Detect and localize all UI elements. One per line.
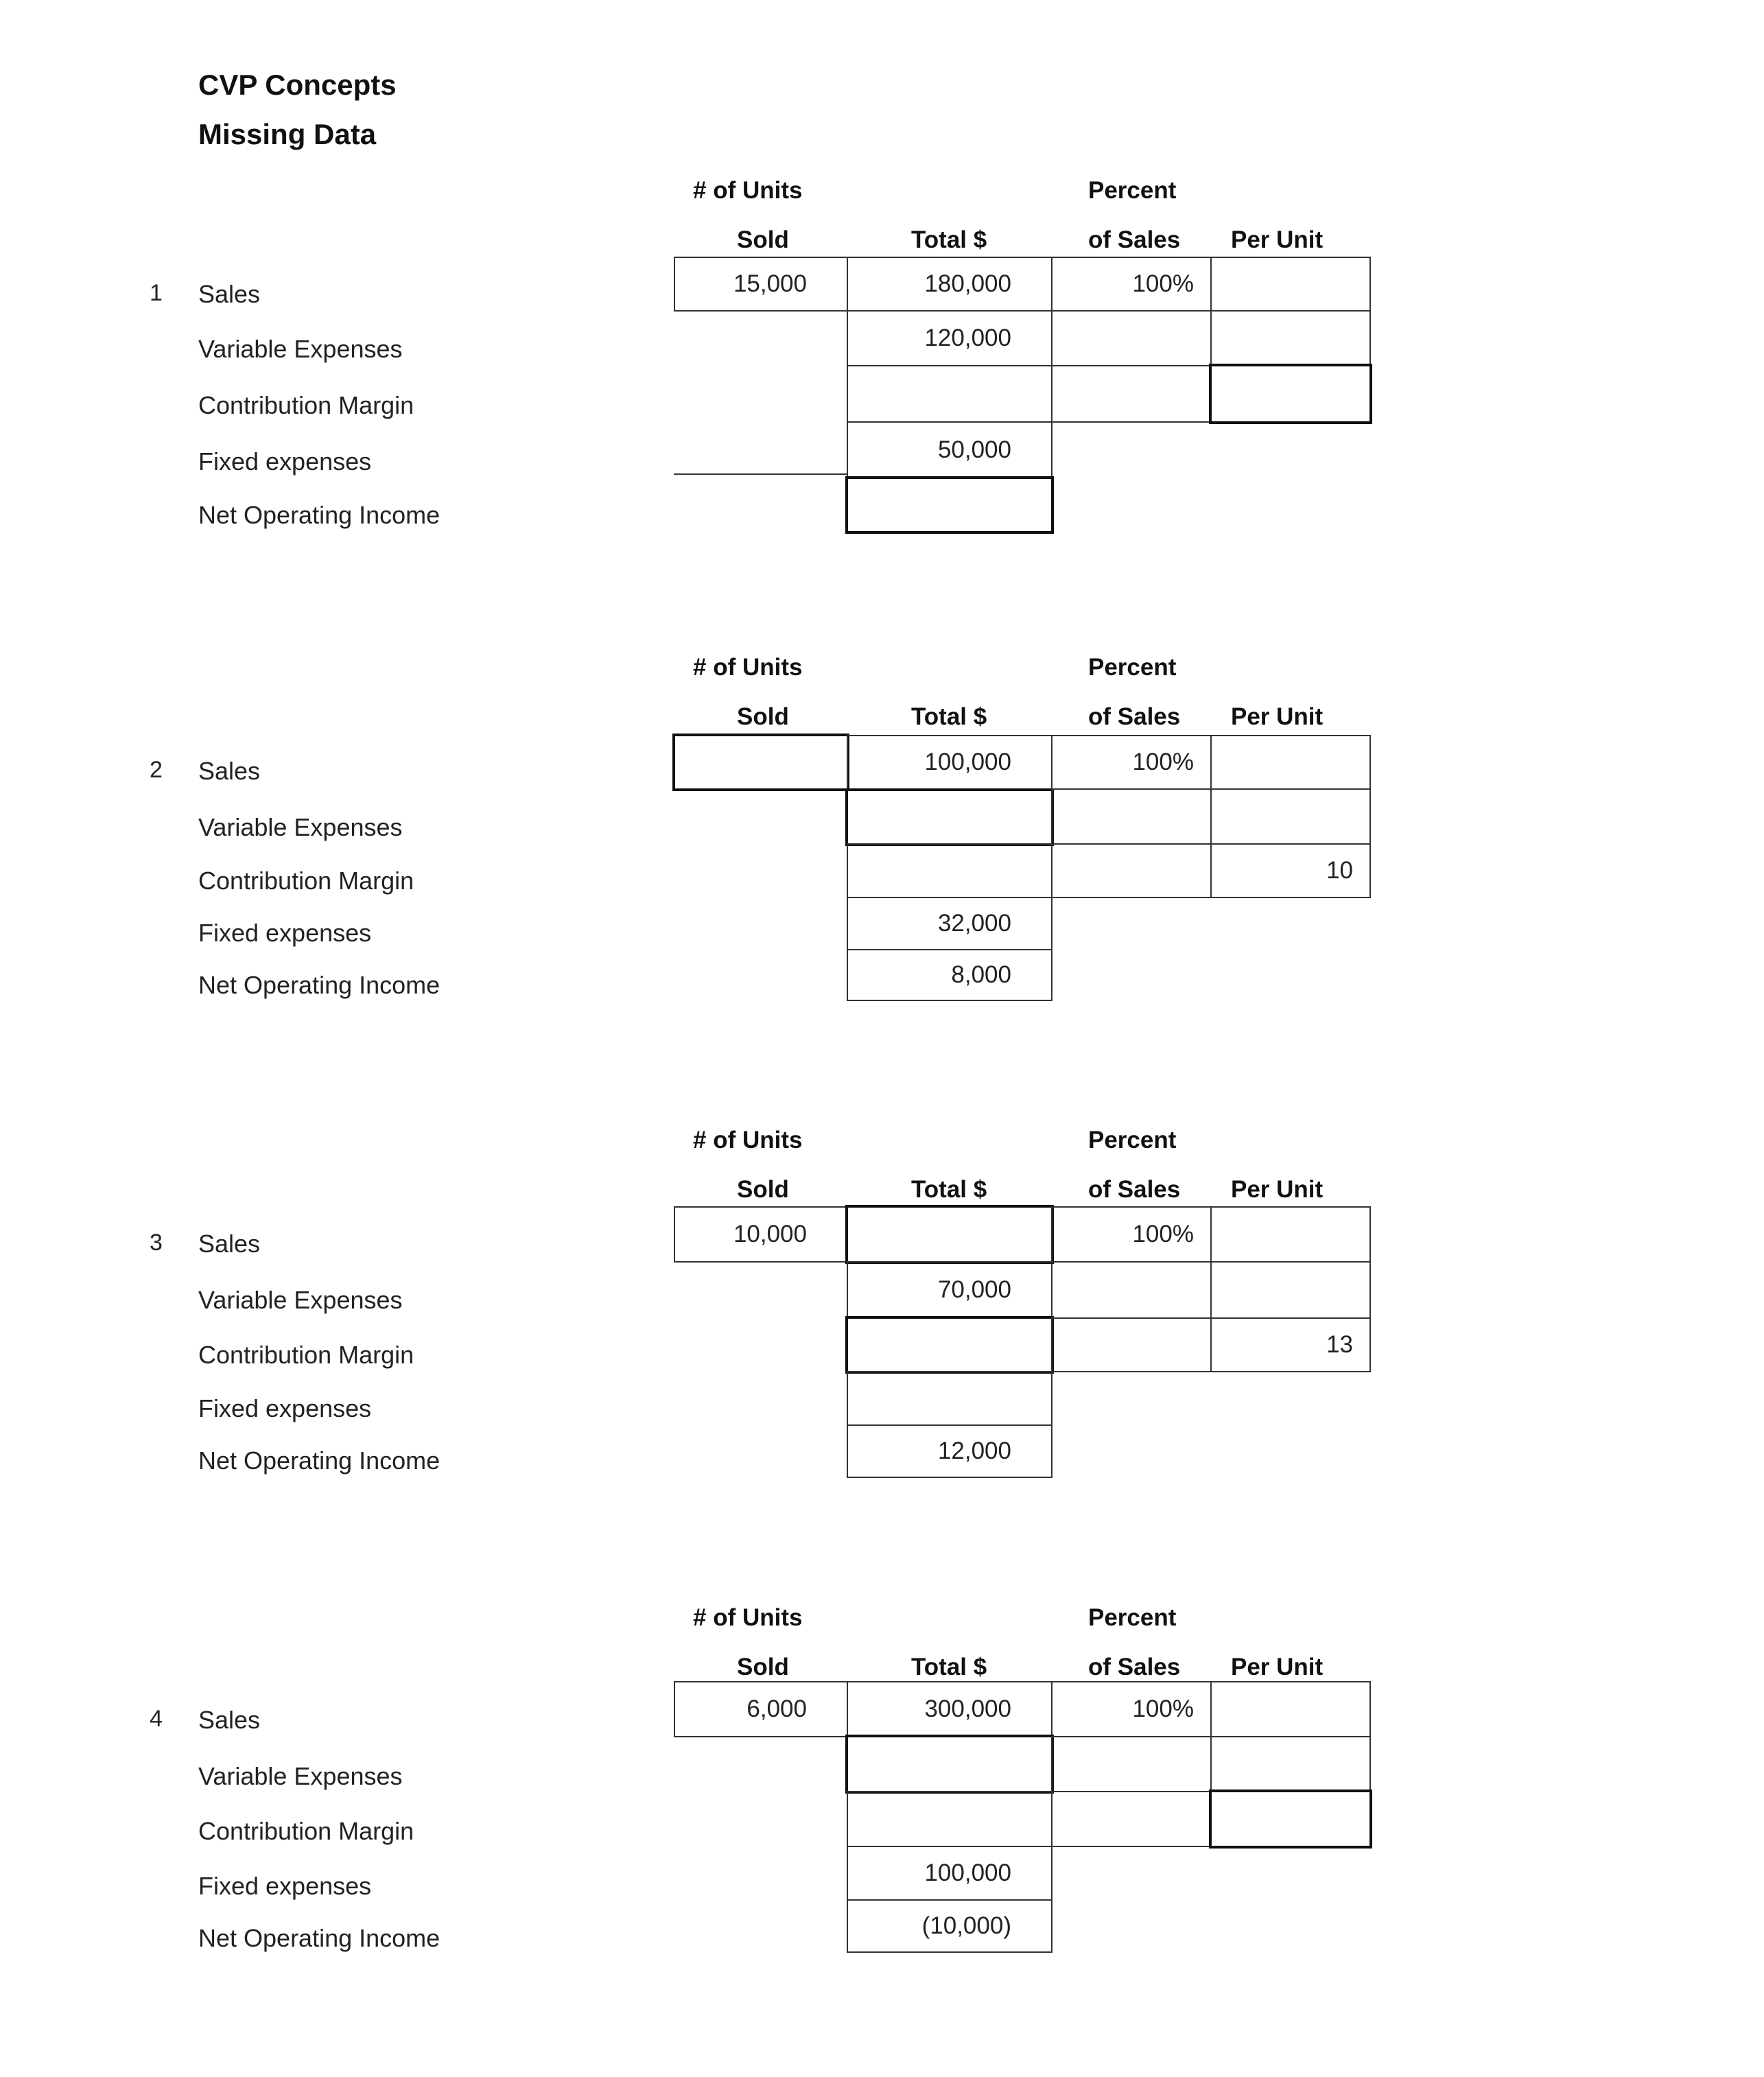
value-sales-percent: 100%: [1132, 749, 1194, 775]
value-sales-percent: 100%: [1132, 1695, 1194, 1722]
cell-units-sold[interactable]: [674, 1681, 848, 1737]
value-variable-total: 120,000: [924, 325, 1011, 351]
cell-variable-percent[interactable]: [1051, 1261, 1212, 1319]
header-per-unit: Per Unit: [1231, 1176, 1324, 1203]
cell-cm-percent[interactable]: [1051, 365, 1212, 423]
value-fixed-total: 50,000: [937, 436, 1011, 463]
value-units-sold: 15,000: [733, 270, 807, 297]
cell-fixed-total[interactable]: [847, 1846, 1052, 1901]
value-sales-total: 300,000: [924, 1695, 1011, 1722]
header-total: Total $: [911, 703, 987, 730]
header-percent: Percent: [1088, 177, 1177, 204]
header-of-sales: of Sales: [1088, 226, 1181, 253]
cell-sales-percent[interactable]: [1051, 257, 1212, 312]
label-variable-expenses: Variable Expenses: [198, 1762, 403, 1790]
cell-noi-total[interactable]: [847, 1899, 1052, 1953]
label-contribution-margin: Contribution Margin: [198, 391, 414, 419]
cell-noi-total[interactable]: [847, 1424, 1052, 1478]
cell-cm-percent[interactable]: [1051, 1317, 1212, 1372]
problem-number: 4: [150, 1706, 163, 1732]
cell-fixed-total[interactable]: [847, 897, 1052, 950]
cell-sales-per-unit[interactable]: [1210, 1206, 1371, 1263]
label-sales: Sales: [198, 757, 261, 785]
cell-cm-total[interactable]: [847, 365, 1052, 423]
cell-cm-per-unit[interactable]: [1209, 364, 1372, 424]
cell-cm-total[interactable]: [847, 1791, 1052, 1847]
header-sold: Sold: [737, 1654, 789, 1680]
cell-cm-per-unit[interactable]: [1210, 843, 1371, 898]
header-units: # of Units: [693, 1604, 803, 1631]
cell-variable-percent[interactable]: [1051, 788, 1212, 845]
cell-variable-total[interactable]: [845, 1735, 1054, 1794]
label-net-operating-income: Net Operating Income: [198, 971, 440, 999]
cell-units-sold[interactable]: [674, 1206, 848, 1263]
cell-variable-per-unit[interactable]: [1210, 1736, 1371, 1792]
label-net-operating-income: Net Operating Income: [198, 501, 440, 529]
cell-noi-total[interactable]: [847, 949, 1052, 1001]
label-sales: Sales: [198, 280, 261, 308]
cell-sales-total[interactable]: [847, 735, 1052, 790]
cell-units-sold[interactable]: [674, 257, 848, 312]
value-cm-per-unit: 10: [1326, 857, 1353, 884]
doc-subtitle: Missing Data: [198, 118, 377, 150]
value-sales-percent: 100%: [1132, 1221, 1194, 1247]
label-contribution-margin: Contribution Margin: [198, 1341, 414, 1369]
header-units: # of Units: [693, 177, 803, 204]
value-noi-total: (10,000): [921, 1912, 1011, 1939]
header-percent: Percent: [1088, 654, 1177, 681]
value-units-sold: 10,000: [733, 1221, 807, 1247]
cell-sales-total[interactable]: [847, 257, 1052, 312]
cell-variable-total[interactable]: [845, 788, 1054, 846]
header-per-unit: Per Unit: [1231, 1654, 1324, 1680]
header-sold: Sold: [737, 703, 789, 730]
problem-number: 1: [150, 280, 163, 306]
value-fixed-total: 32,000: [937, 910, 1011, 937]
label-net-operating-income: Net Operating Income: [198, 1446, 440, 1475]
problem-number: 3: [150, 1230, 163, 1256]
value-sales-percent: 100%: [1132, 270, 1194, 297]
value-noi-total: 12,000: [937, 1438, 1011, 1464]
value-variable-total: 70,000: [937, 1276, 1011, 1303]
label-sales: Sales: [198, 1706, 261, 1734]
value-units-sold: 6,000: [746, 1695, 807, 1722]
cell-cm-total[interactable]: [845, 1316, 1054, 1374]
cell-sales-percent[interactable]: [1051, 1681, 1212, 1737]
label-contribution-margin: Contribution Margin: [198, 867, 414, 895]
cell-sales-total[interactable]: [847, 1681, 1052, 1737]
label-contribution-margin: Contribution Margin: [198, 1817, 414, 1845]
label-fixed-expenses: Fixed expenses: [198, 919, 372, 947]
label-fixed-expenses: Fixed expenses: [198, 447, 372, 476]
label-variable-expenses: Variable Expenses: [198, 335, 403, 363]
cell-units-sold[interactable]: [672, 734, 849, 791]
header-per-unit: Per Unit: [1231, 226, 1324, 253]
cell-variable-percent[interactable]: [1051, 310, 1212, 366]
cell-sales-per-unit[interactable]: [1210, 257, 1371, 312]
cell-fixed-total[interactable]: [847, 421, 1052, 479]
header-sold: Sold: [737, 1176, 789, 1203]
header-total: Total $: [911, 1176, 987, 1203]
header-percent: Percent: [1088, 1604, 1177, 1631]
doc-title: CVP Concepts: [198, 69, 397, 101]
cell-cm-per-unit[interactable]: [1210, 1317, 1371, 1372]
label-fixed-expenses: Fixed expenses: [198, 1872, 372, 1900]
problem-4: [0, 1604, 1764, 2057]
label-fixed-expenses: Fixed expenses: [198, 1394, 372, 1422]
cell-variable-percent[interactable]: [1051, 1736, 1212, 1792]
value-sales-total: 180,000: [924, 270, 1011, 297]
cell-sales-percent[interactable]: [1051, 735, 1212, 790]
problem-3: [0, 1127, 1764, 1580]
header-of-sales: of Sales: [1088, 1176, 1181, 1203]
header-total: Total $: [911, 1654, 987, 1680]
value-sales-total: 100,000: [924, 749, 1011, 775]
header-total: Total $: [911, 226, 987, 253]
header-units: # of Units: [693, 654, 803, 681]
problem-number: 2: [150, 757, 163, 783]
cell-variable-per-unit[interactable]: [1210, 310, 1371, 366]
problem-1: [0, 177, 1764, 630]
cell-cm-percent[interactable]: [1051, 843, 1212, 898]
header-sold: Sold: [737, 226, 789, 253]
header-of-sales: of Sales: [1088, 1654, 1181, 1680]
header-percent: Percent: [1088, 1127, 1177, 1153]
cell-fixed-total[interactable]: [847, 1371, 1052, 1426]
label-variable-expenses: Variable Expenses: [198, 813, 403, 841]
label-variable-expenses: Variable Expenses: [198, 1286, 403, 1314]
value-noi-total: 8,000: [951, 961, 1011, 988]
cell-noi-total[interactable]: [845, 476, 1054, 534]
cell-variable-per-unit[interactable]: [1210, 788, 1371, 845]
value-cm-per-unit: 13: [1326, 1331, 1353, 1358]
label-net-operating-income: Net Operating Income: [198, 1924, 440, 1952]
header-units: # of Units: [693, 1127, 803, 1153]
cell-cm-percent[interactable]: [1051, 1791, 1212, 1847]
cell-variable-per-unit[interactable]: [1210, 1261, 1371, 1319]
cell-sales-percent[interactable]: [1051, 1206, 1212, 1263]
cell-variable-total[interactable]: [847, 1261, 1052, 1319]
cell-cm-per-unit[interactable]: [1209, 1789, 1372, 1849]
header-per-unit: Per Unit: [1231, 703, 1324, 730]
fixed-row-rule: [674, 473, 848, 475]
problem-2: [0, 654, 1764, 1107]
cell-sales-total[interactable]: [845, 1205, 1054, 1264]
value-fixed-total: 100,000: [924, 1859, 1011, 1886]
cell-cm-total[interactable]: [847, 843, 1052, 898]
cell-sales-per-unit[interactable]: [1210, 1681, 1371, 1737]
cell-sales-per-unit[interactable]: [1210, 735, 1371, 790]
label-sales: Sales: [198, 1230, 261, 1258]
cell-variable-total[interactable]: [847, 310, 1052, 366]
header-of-sales: of Sales: [1088, 703, 1181, 730]
